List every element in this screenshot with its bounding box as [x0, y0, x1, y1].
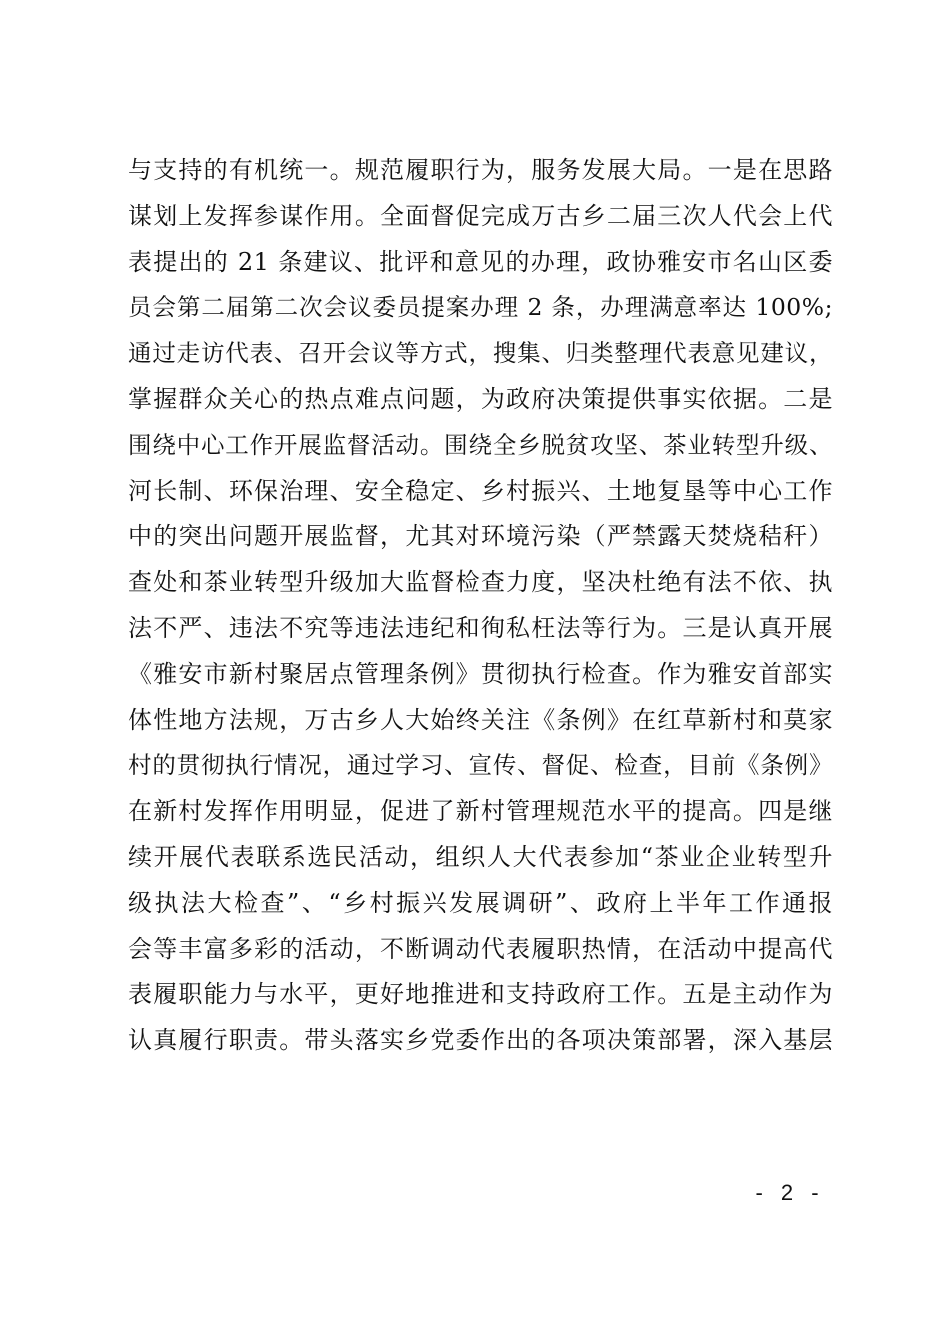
- page-number: - 2 -: [755, 1180, 825, 1205]
- text-line: 在新村发挥作用明显，促进了新村管理规范水平的提高。四是继: [128, 797, 833, 826]
- text-line: 河长制、环保治理、安全稳定、乡村振兴、土地复垦等中心工作: [128, 476, 833, 505]
- text-line: 会等丰富多彩的活动，不断调动代表履职热情，在活动中提高代: [128, 934, 833, 963]
- text-line: 认真履行职责。带头落实乡党委作出的各项决策部署，深入基层: [128, 1026, 833, 1055]
- text-line: 表履职能力与水平，更好地推进和支持政府工作。五是主动作为: [128, 980, 833, 1009]
- text-line: 围绕中心工作开展监督活动。围绕全乡脱贫攻坚、茶业转型升级、: [128, 430, 833, 459]
- body-paragraph: [128, 148, 833, 1064]
- text-line: 续开展代表联系选民活动，组织人大代表参加“茶业企业转型升: [128, 842, 833, 871]
- text-line: 村的贯彻执行情况，通过学习、宣传、督促、检查，目前《条例》: [128, 751, 833, 780]
- text-line: 与支持的有机统一。规范履职行为，服务发展大局。一是在思路: [128, 156, 833, 184]
- text-line: 通过走访代表、召开会议等方式，搜集、归类整理代表意见建议，: [128, 339, 833, 368]
- text-line: 掌握群众关心的热点难点问题，为政府决策提供事实依据。二是: [128, 384, 833, 413]
- text-line: 体性地方法规，万古乡人大始终关注《条例》在红草新村和莫家: [128, 705, 833, 734]
- text-line: 表提出的 21 条建议、批评和意见的办理，政协雅安市名山区委: [128, 247, 833, 276]
- text-line: 中的突出问题开展监督，尤其对环境污染（严禁露天焚烧秸秆）: [128, 522, 833, 551]
- text-line: 查处和茶业转型升级加大监督检查力度，坚决杜绝有法不依、执: [128, 568, 833, 597]
- text-line: 员会第二届第二次会议委员提案办理 2 条，办理满意率达 100%;: [128, 293, 833, 322]
- text-line: 谋划上发挥参谋作用。全面督促完成万古乡二届三次人代会上代: [128, 201, 833, 230]
- text-line: 法不严、违法不究等违法违纪和徇私枉法等行为。三是认真开展: [128, 613, 833, 642]
- text-line: 级执法大检查”、“乡村振兴发展调研”、政府上半年工作通报: [128, 888, 833, 917]
- text-line: 《雅安市新村聚居点管理条例》贯彻执行检查。作为雅安首部实: [128, 659, 833, 688]
